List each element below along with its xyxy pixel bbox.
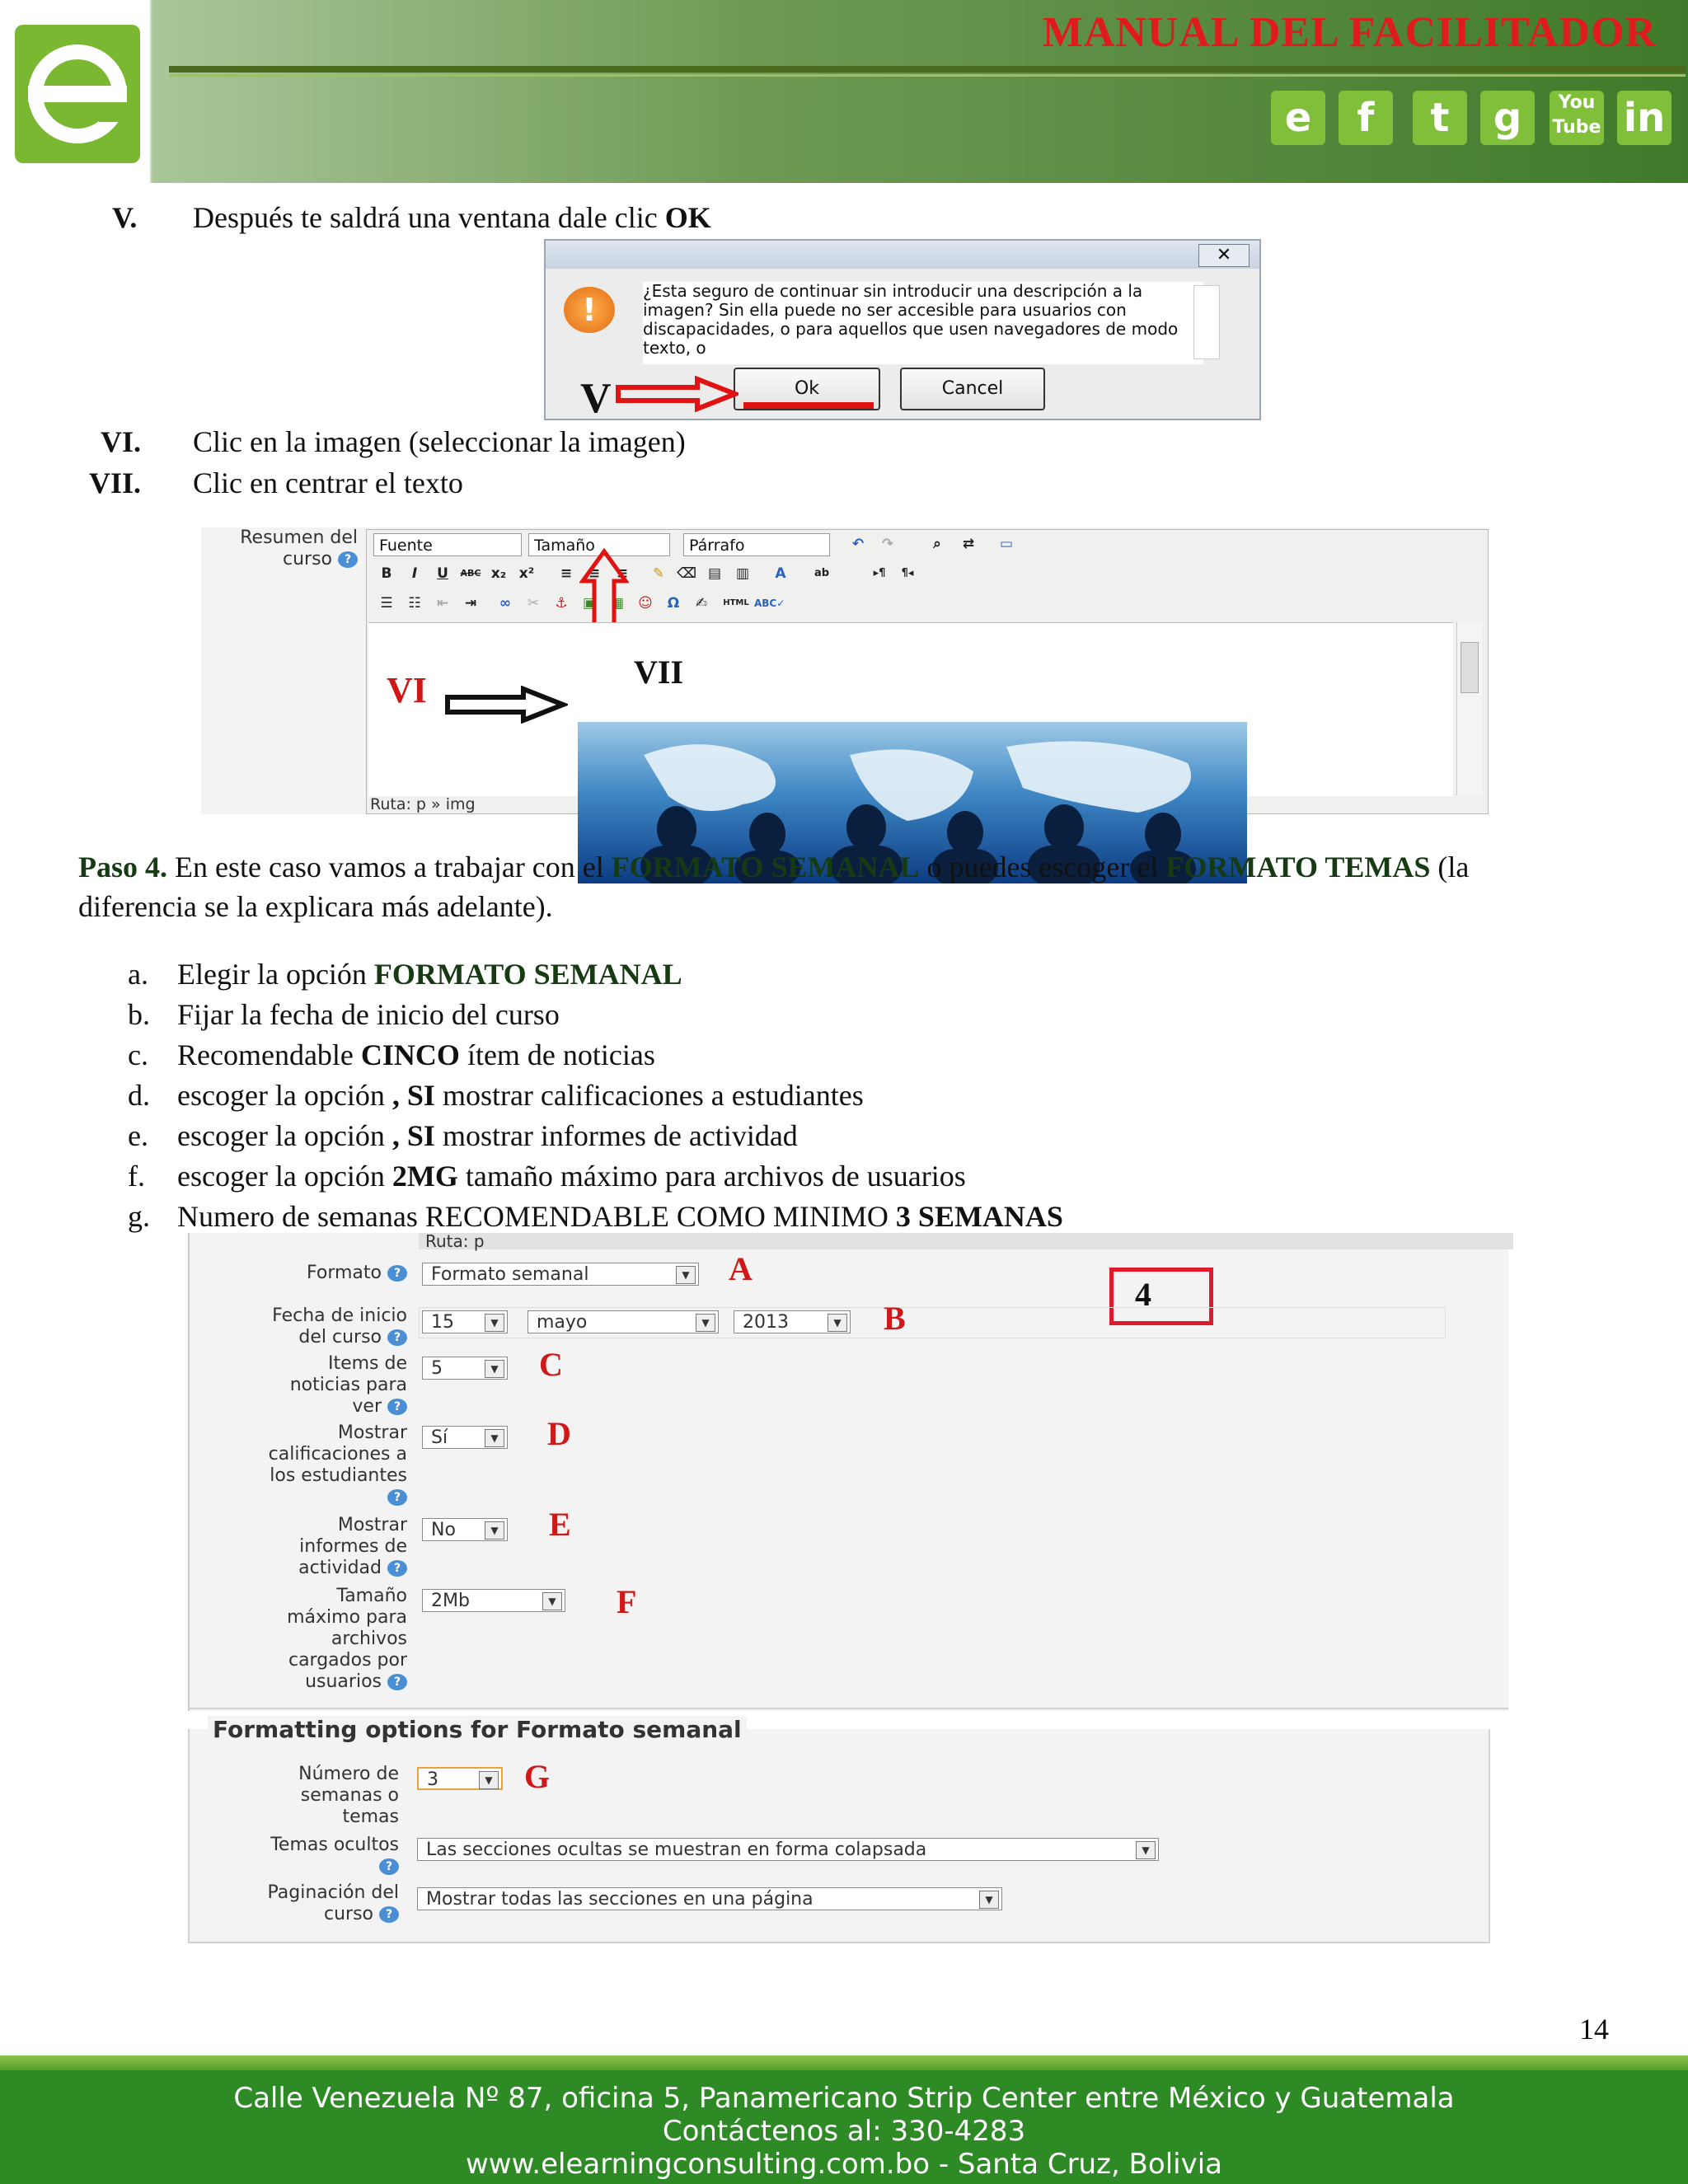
- bold-icon[interactable]: B: [381, 565, 392, 582]
- editor-scrollbar[interactable]: [1456, 622, 1482, 795]
- hidden-sections-select[interactable]: Las secciones ocultas se muestran en forma colapsada ▼: [417, 1838, 1159, 1861]
- align-right-icon[interactable]: ≡: [616, 565, 629, 582]
- underline-icon[interactable]: U: [437, 565, 448, 582]
- editor-label: Resumen del curso ?: [240, 527, 358, 569]
- rich-text-editor: [366, 529, 1489, 814]
- redo-icon[interactable]: ↷: [881, 536, 894, 552]
- list-item: escoger la opción , SI mostrar calificaciones a estudiantes: [177, 1079, 864, 1112]
- align-left-icon[interactable]: ≡: [560, 565, 573, 582]
- chevron-down-icon: ▼: [485, 1360, 504, 1378]
- chevron-down-icon: ▼: [542, 1592, 562, 1610]
- rtl-icon[interactable]: ¶◂: [901, 567, 914, 579]
- list-item-letter: a.: [128, 958, 148, 991]
- list-item: Elegir la opción FORMATO SEMANAL: [177, 958, 682, 991]
- bullet-list-icon[interactable]: ☰: [380, 595, 393, 612]
- fecha-label: Fecha de inicio del curso ?: [272, 1305, 407, 1347]
- annotation-vii: VII: [634, 654, 684, 691]
- editor-content-area[interactable]: [368, 622, 1453, 796]
- paso4-paragraph-cont: diferencia se la explicara más adelante).: [78, 890, 553, 923]
- anchor-icon[interactable]: ⚓: [555, 595, 568, 612]
- find-icon[interactable]: ⌕: [933, 536, 941, 552]
- arrow-right-icon: [615, 376, 738, 412]
- strikethrough-icon[interactable]: ABC: [460, 568, 481, 579]
- footer-address: Calle Venezuela Nº 87, oficina 5, Panamericano Strip Center entre México y Guatemala: [233, 2082, 1455, 2115]
- edit-icon[interactable]: ✍: [695, 595, 708, 612]
- eraser-icon[interactable]: ⌫: [676, 565, 697, 582]
- upload-size-label: Tamaño máximo para archivos cargados por usuarios ?: [287, 1586, 407, 1692]
- step-numeral: VI.: [101, 425, 142, 458]
- subscript-icon[interactable]: x₂: [490, 565, 507, 582]
- arrow-right-icon: [444, 686, 568, 724]
- hidden-sections-label: Temas ocultos ?: [270, 1835, 399, 1873]
- facebook-icon[interactable]: f: [1339, 91, 1393, 145]
- chevron-down-icon: ▼: [676, 1266, 696, 1284]
- help-icon[interactable]: ?: [379, 1858, 399, 1875]
- chevron-down-icon: ▼: [979, 1891, 999, 1909]
- list-item: Recomendable CINCO ítem de noticias: [177, 1038, 655, 1071]
- formato-label: Formato ?: [190, 1263, 407, 1284]
- google-plus-icon[interactable]: g: [1480, 91, 1535, 145]
- dialog-title-bar: [546, 241, 1259, 269]
- annotation-v: V: [580, 375, 612, 422]
- step-number-box: 4: [1109, 1268, 1213, 1325]
- pagination-label: Paginación del curso ?: [267, 1882, 399, 1924]
- clean-icon[interactable]: ✎: [652, 565, 665, 582]
- warning-icon: !: [564, 287, 615, 333]
- header-divider-light: [169, 74, 1686, 77]
- weeks-select[interactable]: 3 ▼: [417, 1767, 503, 1790]
- form-divider: [190, 1708, 1508, 1709]
- step-text: Después te saldrá una ventana dale clic OK: [193, 201, 711, 234]
- paste-word-icon[interactable]: ▥: [735, 565, 750, 582]
- grades-label: Mostrar calificaciones a los estudiantes ?: [268, 1422, 407, 1504]
- twitter-icon[interactable]: t: [1413, 91, 1467, 145]
- list-item-letter: g.: [128, 1200, 150, 1233]
- annotation-letter: C: [539, 1346, 563, 1383]
- header-divider: [169, 66, 1686, 73]
- annotation-letter: A: [729, 1250, 753, 1287]
- help-icon[interactable]: ?: [387, 1489, 407, 1506]
- ltr-icon[interactable]: ▸¶: [873, 567, 886, 579]
- chevron-down-icon: ▼: [1136, 1841, 1156, 1859]
- replace-icon[interactable]: ⇄: [962, 536, 975, 552]
- show-grades-select[interactable]: Sí ▼: [422, 1426, 508, 1449]
- paragraph-select[interactable]: Párrafo: [683, 533, 830, 556]
- annotation-letter: F: [617, 1583, 637, 1620]
- elearning-logo-icon: [0, 0, 150, 183]
- list-item: Fijar la fecha de inicio del curso: [177, 998, 560, 1031]
- form-path: Ruta: p: [419, 1233, 1513, 1249]
- elearning-icon[interactable]: e: [1271, 91, 1325, 145]
- outdent-icon[interactable]: ⇤: [436, 595, 449, 612]
- step-text: Clic en la imagen (seleccionar la imagen): [193, 425, 686, 458]
- list-item: escoger la opción 2MG tamaño máximo para archivos de usuarios: [177, 1160, 966, 1193]
- step-text: Clic en centrar el texto: [193, 466, 463, 499]
- annotation-letter: B: [884, 1300, 906, 1337]
- annotation-letter: D: [547, 1415, 571, 1452]
- font-select[interactable]: Fuente: [373, 533, 522, 556]
- help-icon[interactable]: ?: [387, 1329, 407, 1346]
- year-select[interactable]: 2013 ▼: [734, 1310, 851, 1333]
- spellcheck-icon[interactable]: ABC✓: [754, 598, 785, 609]
- insert-image-icon[interactable]: ▣: [582, 595, 597, 612]
- chevron-down-icon: ▼: [485, 1314, 504, 1332]
- close-icon[interactable]: ✕: [1198, 244, 1250, 267]
- footer-accent: [0, 2055, 1688, 2070]
- step-numeral: V.: [112, 201, 138, 234]
- show-reports-select[interactable]: No ▼: [422, 1518, 508, 1541]
- ok-button[interactable]: Ok: [734, 368, 880, 410]
- list-item: Numero de semanas RECOMENDABLE COMO MINIMO 3 SEMANAS: [177, 1200, 1063, 1233]
- insert-media-icon[interactable]: ▦: [610, 595, 625, 612]
- help-icon[interactable]: ?: [379, 1906, 399, 1923]
- align-center-icon[interactable]: ≡: [588, 565, 601, 582]
- indent-icon[interactable]: ⇥: [464, 595, 477, 612]
- manual-title: MANUAL DEL FACILITADOR: [1042, 9, 1657, 56]
- chevron-down-icon: ▼: [479, 1771, 499, 1789]
- youtube-icon[interactable]: You Tube: [1550, 91, 1604, 145]
- paso4-paragraph: Paso 4. En este caso vamos a trabajar con el FORMATO SEMANAL o puedes escoger el FORMATO TEMAS (la: [78, 851, 1470, 883]
- help-icon[interactable]: ?: [338, 551, 358, 568]
- course-settings-form: [188, 1233, 1508, 1711]
- numbered-list-icon[interactable]: ☷: [408, 595, 421, 612]
- chevron-down-icon: ▼: [485, 1521, 504, 1540]
- link-icon[interactable]: ∞: [499, 595, 512, 612]
- paste-text-icon[interactable]: ▤: [707, 565, 722, 582]
- pagination-select[interactable]: Mostrar todas las secciones en una página ▼: [417, 1887, 1002, 1910]
- undo-icon[interactable]: ↶: [851, 536, 865, 552]
- chevron-down-icon: ▼: [696, 1314, 715, 1332]
- step-numeral: VII.: [89, 466, 142, 499]
- help-icon[interactable]: ?: [387, 1265, 407, 1282]
- list-item-letter: b.: [128, 998, 150, 1031]
- list-item-letter: c.: [128, 1038, 148, 1071]
- page-number: 14: [1579, 2013, 1609, 2046]
- chevron-down-icon: ▼: [828, 1314, 847, 1332]
- list-item: escoger la opción , SI mostrar informes de actividad: [177, 1119, 798, 1152]
- news-items-select[interactable]: 5 ▼: [422, 1357, 508, 1380]
- help-icon[interactable]: ?: [387, 1560, 407, 1577]
- day-select[interactable]: 15 ▼: [422, 1310, 508, 1333]
- max-upload-select[interactable]: 2Mb ▼: [422, 1589, 565, 1612]
- background-color-icon[interactable]: ab: [814, 567, 830, 579]
- dialog-message: ¿Esta seguro de continuar sin introducir una descripción a la imagen? Sin ella puede no ser accesible para usuarios con discapacidades, o para aquellos que usen navegadores de modo texto, o: [643, 282, 1203, 364]
- special-char-icon[interactable]: Ω: [667, 595, 680, 612]
- footer-website[interactable]: www.elearningconsulting.com.bo - Santa Cruz, Bolivia: [466, 2148, 1222, 2181]
- footer-contact: Contáctenos al: 330-4283: [662, 2115, 1026, 2148]
- fieldset-title: Formatting options for Formato semanal: [208, 1716, 747, 1743]
- list-item-letter: e.: [128, 1119, 148, 1152]
- cancel-button[interactable]: Cancel: [900, 368, 1045, 410]
- reports-label: Mostrar informes de actividad ?: [298, 1515, 407, 1578]
- text-color-icon[interactable]: A: [775, 565, 786, 582]
- emoticon-icon[interactable]: ☺: [638, 595, 653, 612]
- size-select[interactable]: Tamaño: [528, 533, 670, 556]
- list-item-letter: f.: [128, 1160, 145, 1193]
- confirm-dialog: [544, 239, 1261, 420]
- annotation-vi: VI: [387, 670, 427, 710]
- help-icon[interactable]: ?: [387, 1399, 407, 1415]
- unlink-icon[interactable]: ✂: [527, 595, 540, 612]
- italic-icon[interactable]: I: [411, 565, 418, 582]
- formato-select[interactable]: Formato semanal ▼: [422, 1263, 699, 1286]
- editor-screenshot: [201, 527, 1487, 814]
- editor-path: Ruta: p » img: [370, 795, 476, 813]
- superscript-icon[interactable]: x²: [518, 565, 535, 582]
- help-icon[interactable]: ?: [387, 1674, 407, 1690]
- html-icon[interactable]: HTML: [723, 598, 749, 607]
- linkedin-icon[interactable]: in: [1617, 91, 1672, 145]
- annotation-letter: G: [524, 1758, 551, 1795]
- formatting-options-fieldset: [188, 1716, 1490, 1943]
- dialog-scrollbar[interactable]: [1193, 285, 1220, 359]
- chevron-down-icon: ▼: [485, 1429, 504, 1447]
- logo-area: [0, 0, 150, 183]
- ok-highlight-underline: [743, 402, 874, 409]
- month-select[interactable]: mayo ▼: [528, 1310, 719, 1333]
- items-label: Items de noticias para ver ?: [289, 1353, 407, 1417]
- weeks-label: Número de semanas o temas: [298, 1764, 399, 1827]
- list-item-letter: d.: [128, 1079, 150, 1112]
- annotation-letter: E: [549, 1506, 571, 1543]
- fullscreen-icon[interactable]: ▭: [999, 536, 1014, 552]
